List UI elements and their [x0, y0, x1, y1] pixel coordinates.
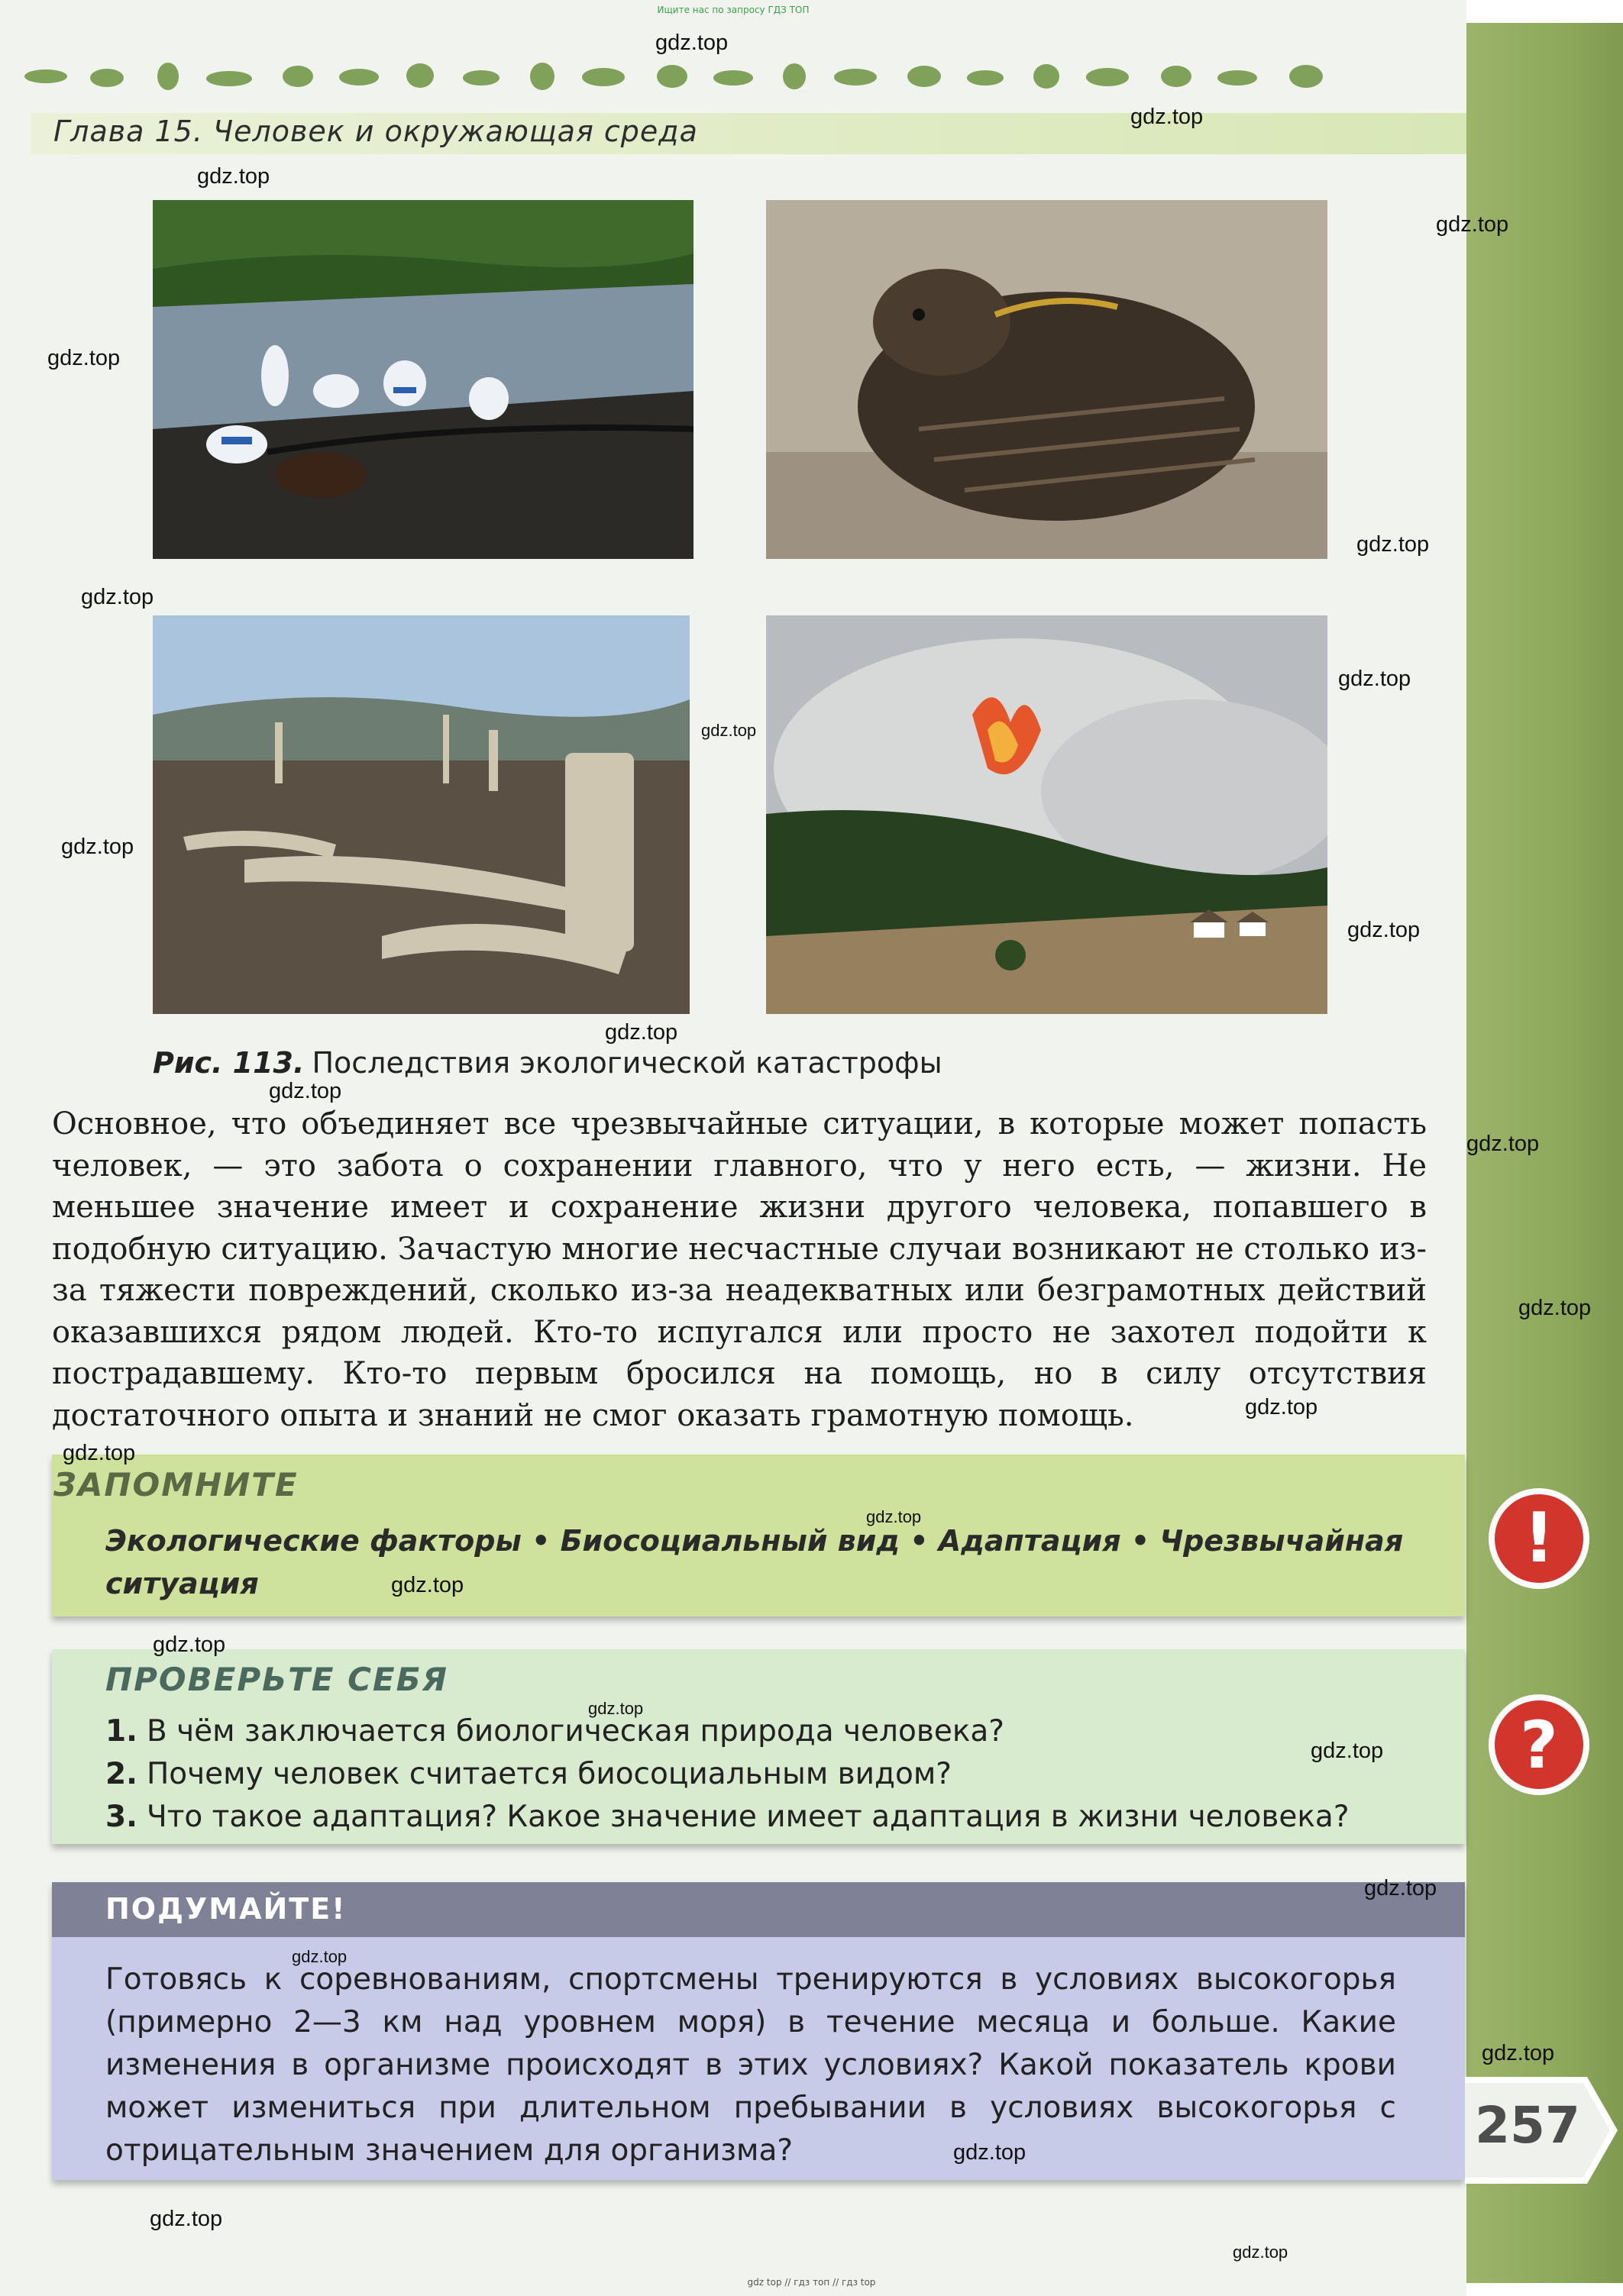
exclamation-icon [1486, 1485, 1592, 1592]
check-yourself-title: ПРОВЕРЬТЕ СЕБЯ [105, 1661, 448, 1698]
watermark: gdz.top [588, 1699, 644, 1718]
question-text: В чём заключается биологическая природа человека? [146, 1714, 1004, 1749]
watermark: gdz.top [1356, 532, 1430, 557]
question-text: Почему человек считается биосоциальным видом? [146, 1757, 952, 1791]
watermark: gdz.top [701, 721, 757, 740]
watermark: gdz.top [953, 2140, 1026, 2165]
watermark: gdz.top [605, 1020, 678, 1045]
photo-oil-spill-cleanup [153, 200, 693, 559]
question-list [105, 1710, 1442, 1839]
figure-label: Рис. 113. [153, 1046, 305, 1080]
watermark: gdz.top [1245, 1395, 1318, 1419]
main-paragraph: Основное, что объединяет все чрезвычайные ситуации, в которые может попасть человек, — это забота о сохранении главного, что у него есть, — жизни. Не меньшее значение имеет и сохранение жизни другого человека, попавшего в подобную ситуацию. Зачастую многие несчастные случаи возникают не столько из-за тяжести повреждений, сколько из-за неадекватных или безграмотных действий оказавшихся рядом людей. Кто-то испугался или просто не захотел подойти к пострадавшему. Кто-то первым бросился на помощь, но в силу отсутствия достаточного опыта и знаний не смог оказать грамотную помощь. [52, 1106, 1427, 1433]
think-question: Готовясь к соревнованиям, спортсмены тренируются в условиях высокогорья (примерно 2—3 км над уровнем моря) в течение месяца и больше. Какие изменения в организме происходят в этих условиях? Какой показатель крови может измениться при длительном пребывании в условиях высокогорья с отрицательным значением для организма? [105, 1962, 1396, 2168]
watermark: gdz.top [1466, 1132, 1540, 1156]
figure-caption [153, 1046, 942, 1080]
watermark: gdz.top [47, 346, 121, 370]
watermark: gdz.top [1518, 1296, 1592, 1320]
watermark: gdz.top [1233, 2243, 1288, 2262]
question-number: 2. [105, 1757, 137, 1791]
watermark: gdz.top [153, 1632, 226, 1657]
page-number: 257 [1475, 2096, 1580, 2155]
watermark: gdz.top [1311, 1739, 1384, 1763]
list-item [105, 1796, 1442, 1839]
question-number: 1. [105, 1714, 137, 1749]
watermark: gdz.top [269, 1079, 342, 1103]
question-icon [1486, 1691, 1592, 1798]
list-item [105, 1753, 1442, 1796]
watermark: gdz.top [391, 1573, 464, 1597]
footer-note: gdz top // гдз топ // гдз top [747, 2277, 876, 2288]
watermark: gdz.top [81, 585, 154, 609]
watermark: gdz.top [866, 1507, 922, 1526]
watermark: gdz.top [292, 1947, 348, 1966]
watermark: gdz.top [197, 164, 270, 189]
watermark: gdz.top [1482, 2041, 1555, 2065]
figure-caption-text: Последствия экологической катастрофы [312, 1046, 942, 1080]
watermark: gdz.top [655, 31, 729, 55]
watermark: gdz.top [1347, 918, 1421, 942]
watermark: gdz.top [1130, 105, 1204, 129]
site-note: Ищите нас по запросу ГДЗ ТОП [657, 5, 810, 15]
watermark: gdz.top [1364, 1876, 1437, 1900]
remember-title: ЗАПОМНИТЕ [53, 1466, 299, 1503]
list-item [105, 1710, 1442, 1753]
photo-dead-tree-stumps [153, 615, 690, 1014]
watermark: gdz.top [63, 1441, 136, 1465]
chapter-title: Глава 15. Человек и окружающая среда [53, 115, 698, 148]
remember-terms: Экологические факторы • Биосоциальный вид • Адаптация • Чрезвычайная ситуация [105, 1524, 1404, 1600]
photo-oiled-bird [766, 200, 1327, 559]
question-number: 3. [105, 1800, 137, 1834]
watermark: gdz.top [1338, 667, 1411, 691]
watermark: gdz.top [1436, 212, 1509, 237]
question-text: Что такое адаптация? Какое значение имеет адаптация в жизни человека? [146, 1800, 1350, 1834]
watermark: gdz.top [61, 835, 134, 859]
exclamation-glyph: ! [1523, 1498, 1555, 1578]
question-glyph: ? [1520, 1707, 1558, 1784]
photo-forest-fire [766, 615, 1327, 1014]
watermark: gdz.top [150, 2207, 223, 2231]
animal-silhouette-border [15, 53, 1360, 99]
think-title: ПОДУМАЙТЕ! [105, 1892, 347, 1926]
